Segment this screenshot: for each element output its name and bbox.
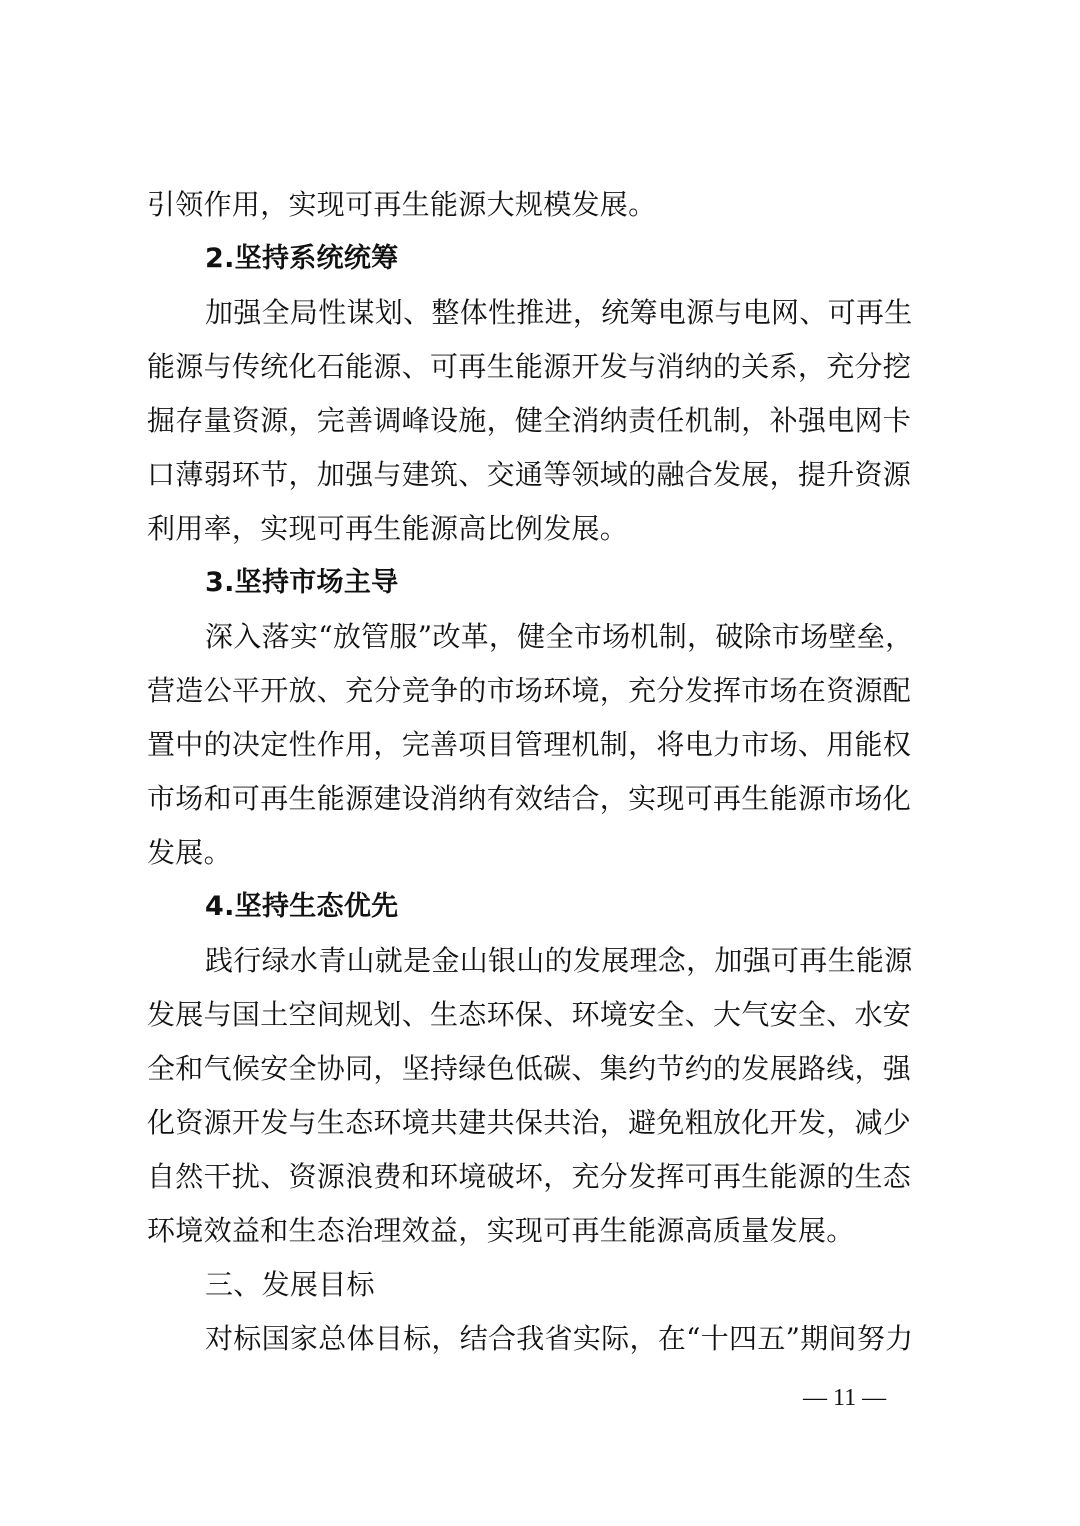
text-line: 全和气候安全协同，坚持绿色低碳、集约节约的发展路线，强 [147, 1052, 912, 1085]
section-heading-ecology-first: 4.坚持生态优先 [205, 891, 399, 922]
section-heading-market-led: 3.坚持市场主导 [205, 567, 399, 598]
text-line: 环境效益和生态治理效益，实现可再生能源高质量发展。 [147, 1214, 855, 1247]
text-line: 利用率，实现可再生能源高比例发展。 [147, 512, 629, 545]
text-line: 营造公平开放、充分竞争的市场环境，充分发挥市场在资源配 [147, 674, 912, 707]
document-body [147, 178, 943, 1366]
text-line: 口薄弱环节，加强与建筑、交通等领域的融合发展，提升资源 [147, 458, 912, 491]
text-line: 自然干扰、资源浪费和环境破坏，充分发挥可再生能源的生态 [147, 1160, 912, 1193]
text-line: 发展。 [147, 836, 232, 869]
text-line: 深入落实“放管服”改革，健全市场机制，破除市场壁垒， [205, 620, 914, 653]
text-line: 发展与国土空间规划、生态环保、环境安全、大气安全、水安 [147, 998, 912, 1031]
text-line: 践行绿水青山就是金山银山的发展理念，加强可再生能源 [205, 944, 913, 977]
text-line: 对标国家总体目标，结合我省实际，在“十四五”期间努力 [205, 1322, 914, 1355]
text-line: 能源与传统化石能源、可再生能源开发与消纳的关系，充分挖 [147, 350, 912, 383]
text-line: 加强全局性谋划、整体性推进，统筹电源与电网、可再生 [205, 296, 913, 329]
section-heading-system-planning: 2.坚持系统统筹 [205, 243, 399, 274]
text-line: 市场和可再生能源建设消纳有效结合，实现可再生能源市场化 [147, 782, 912, 815]
text-line: 掘存量资源，完善调峰设施，健全消纳责任机制，补强电网卡 [147, 404, 912, 437]
section-title-development-goals: 三、发展目标 [205, 1268, 375, 1301]
text-line: 引领作用，实现可再生能源大规模发展。 [147, 188, 657, 221]
page-number: — 11 — [803, 1385, 887, 1411]
text-line: 化资源开发与生态环境共建共保共治，避免粗放化开发，减少 [147, 1106, 912, 1139]
text-line: 置中的决定性作用，完善项目管理机制，将电力市场、用能权 [147, 728, 912, 761]
